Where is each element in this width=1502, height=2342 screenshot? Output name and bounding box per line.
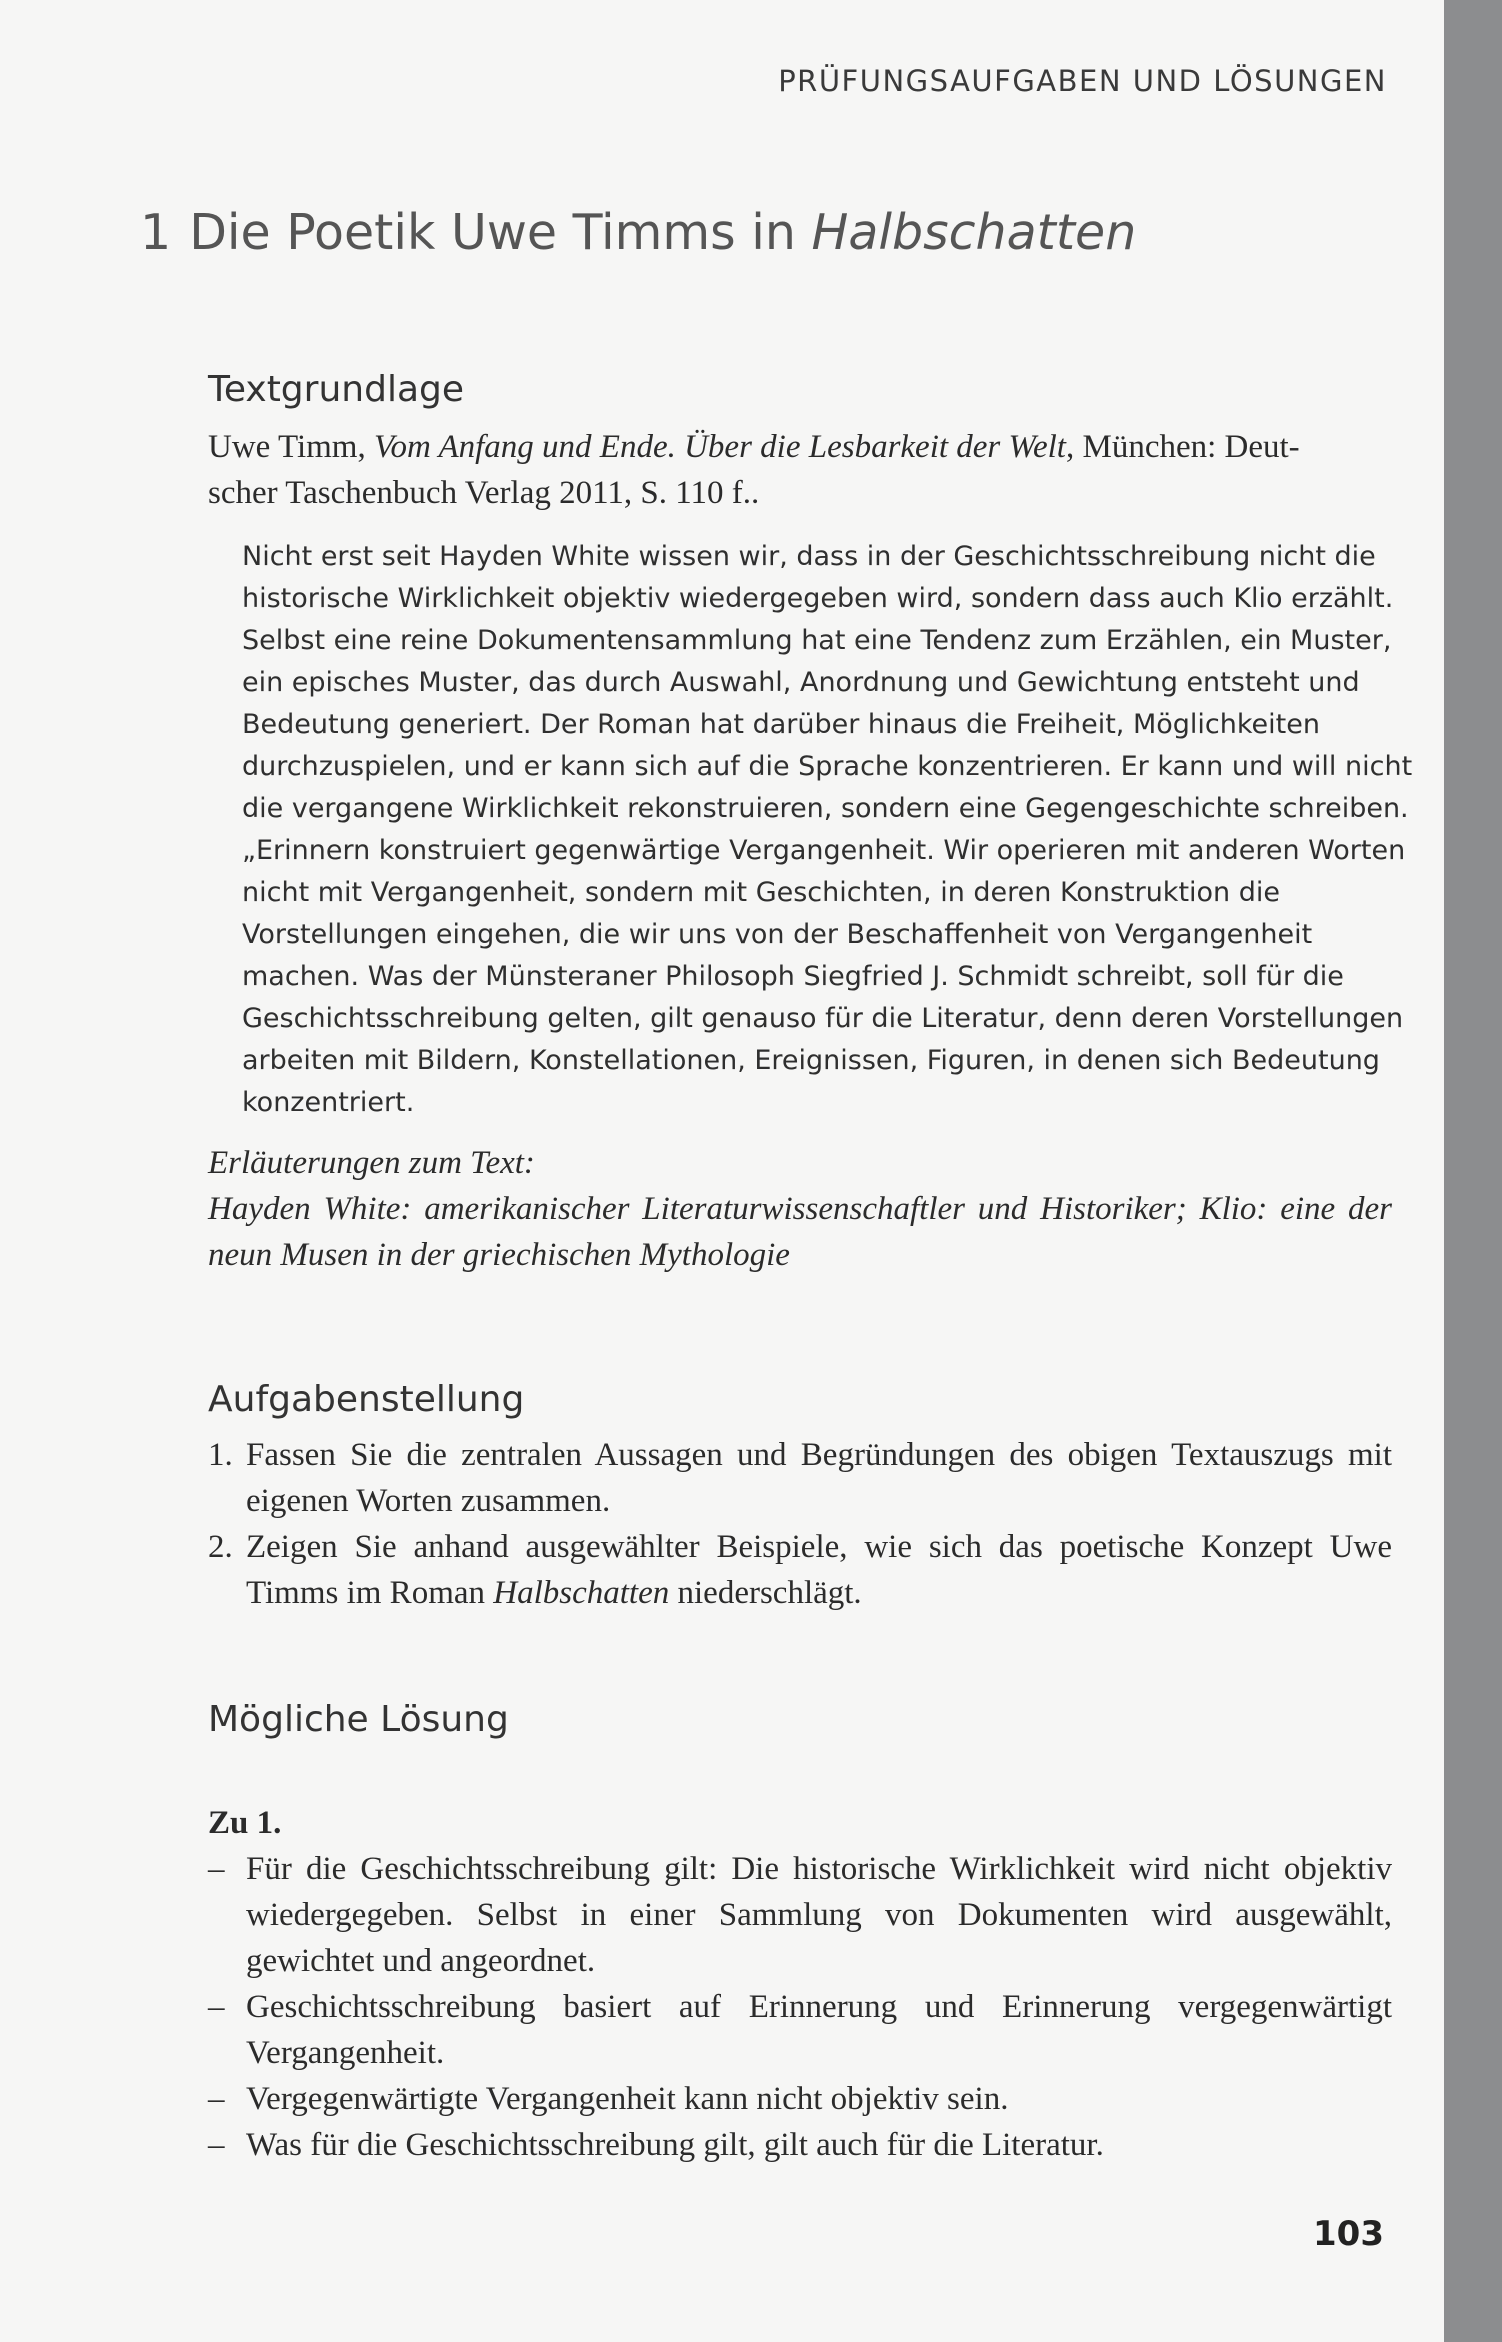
task-list [208, 1432, 1392, 1616]
quote-line: Nicht erst seit Hayden White wissen wir, dass in der Geschichtsschreibung nicht die [242, 541, 1376, 572]
solution-text: Vergegenwärtigte Vergangenheit kann nicht objektiv sein. [246, 2081, 1009, 2117]
solution-marker: – [208, 1989, 225, 2025]
quote-line: Vorstellungen eingehen, die wir uns von der Beschaffenheit von Vergangenheit [242, 919, 1313, 950]
quote-line: historische Wirklichkeit objektiv wiedergegeben wird, sondern dass auch Klio erzählt. [242, 583, 1394, 614]
solution-text: Für die Geschichtsschreibung gilt: Die historische Wirklichkeit wird nicht objektiv wiedergegeben. Selbst in einer Sammlung von Dokumenten wird ausgewählt, gewichtet und angeordnet. [246, 1851, 1392, 1979]
task-text-after: niederschlägt. [669, 1575, 862, 1611]
heading-textgrundlage: Textgrundlage [208, 369, 465, 410]
task-marker: 1. [208, 1437, 233, 1473]
chapter-title [140, 204, 1136, 261]
source-author: Uwe Timm, [208, 429, 374, 465]
chapter-number: 1 [140, 204, 172, 261]
solution-marker: – [208, 2127, 225, 2163]
task-text-italic: Halbschatten [493, 1575, 670, 1611]
side-edge-bar [1444, 0, 1502, 2342]
quote-block [242, 536, 1413, 1124]
quote-line: Geschichtsschreibung gelten, gilt genauso für die Literatur, denn deren Vorstellungen [242, 1003, 1404, 1034]
notes-label: Erläuterungen zum Text: [208, 1145, 535, 1181]
quote-line: die vergangene Wirklichkeit rekonstruieren, sondern eine Gegengeschichte schreiben. [242, 793, 1409, 824]
chapter-title-text: Die Poetik Uwe Timms in [189, 204, 812, 261]
running-header: PRÜFUNGSAUFGABEN UND LÖSUNGEN [778, 64, 1387, 98]
solution-item [208, 2122, 1392, 2168]
solution-list [208, 1846, 1392, 2168]
solution-marker: – [208, 2081, 225, 2117]
source-title: Vom Anfang und Ende. Über die Lesbarkeit der Welt [373, 429, 1066, 465]
section-loesung [208, 1698, 1392, 2168]
notes-text: Hayden White: amerikanischer Literaturwissenschaftler und Historiker; Klio: eine der neun Musen in der griechischen Mythologie [208, 1191, 1392, 1273]
page-number: 103 [1313, 2214, 1384, 2254]
quote-line: arbeiten mit Bildern, Konstellationen, Ereignissen, Figuren, in denen sich Bedeutung [242, 1045, 1380, 1076]
task-text: Zeigen Sie anhand ausgewählter Beispiele, wie sich das poetische Konzept Uwe Timms im Roman [246, 1529, 1392, 1611]
solution-text: Was für die Geschichtsschreibung gilt, gilt auch für die Literatur. [246, 2127, 1104, 2163]
heading-loesung: Mögliche Lösung [208, 1699, 509, 1740]
quote-line: machen. Was der Münsteraner Philosoph Siegfried J. Schmidt schreibt, soll für die [242, 961, 1344, 992]
source-line-2: scher Taschenbuch Verlag 2011, S. 110 f.. [208, 475, 760, 511]
quote-line: durchzuspielen, und er kann sich auf die Sprache konzentrieren. Er kann und will nicht [242, 751, 1413, 782]
solution-item [208, 1984, 1392, 2076]
task-marker: 2. [208, 1529, 233, 1565]
quote-line: Selbst eine reine Dokumentensammlung hat eine Tendenz zum Erzählen, ein Muster, [242, 625, 1392, 656]
source-rest: , München: Deut- [1065, 429, 1300, 465]
section-textgrundlage [208, 368, 1413, 1278]
heading-aufgabenstellung: Aufgabenstellung [208, 1379, 525, 1420]
solution-item [208, 2076, 1392, 2122]
task-text: Fassen Sie die zentralen Aussagen und Begründungen des obigen Textauszugs mit eigenen Worten zusammen. [246, 1437, 1392, 1519]
sub-heading-zu-1: Zu 1. [208, 1805, 282, 1841]
quote-line: „Erinnern konstruiert gegenwärtige Vergangenheit. Wir operieren mit anderen Worten [242, 835, 1406, 866]
solution-marker: – [208, 1851, 225, 1887]
solution-text: Geschichtsschreibung basiert auf Erinnerung und Erinnerung vergegenwärtigt Vergangenheit. [246, 1989, 1392, 2071]
quote-line: Bedeutung generiert. Der Roman hat darüber hinaus die Freiheit, Möglichkeiten [242, 709, 1320, 740]
quote-line: konzentriert. [242, 1087, 415, 1118]
quote-line: ein episches Muster, das durch Auswahl, Anordnung und Gewichtung entsteht und [242, 667, 1360, 698]
chapter-title-italic: Halbschatten [811, 204, 1137, 261]
task-item [208, 1432, 1392, 1524]
source-citation [208, 424, 1392, 516]
quote-line: nicht mit Vergangenheit, sondern mit Geschichten, in deren Konstruktion die [242, 877, 1280, 908]
solution-item [208, 1846, 1392, 1984]
task-item [208, 1524, 1392, 1616]
section-aufgabenstellung [208, 1378, 1392, 1616]
source-line-1 [208, 424, 1392, 470]
